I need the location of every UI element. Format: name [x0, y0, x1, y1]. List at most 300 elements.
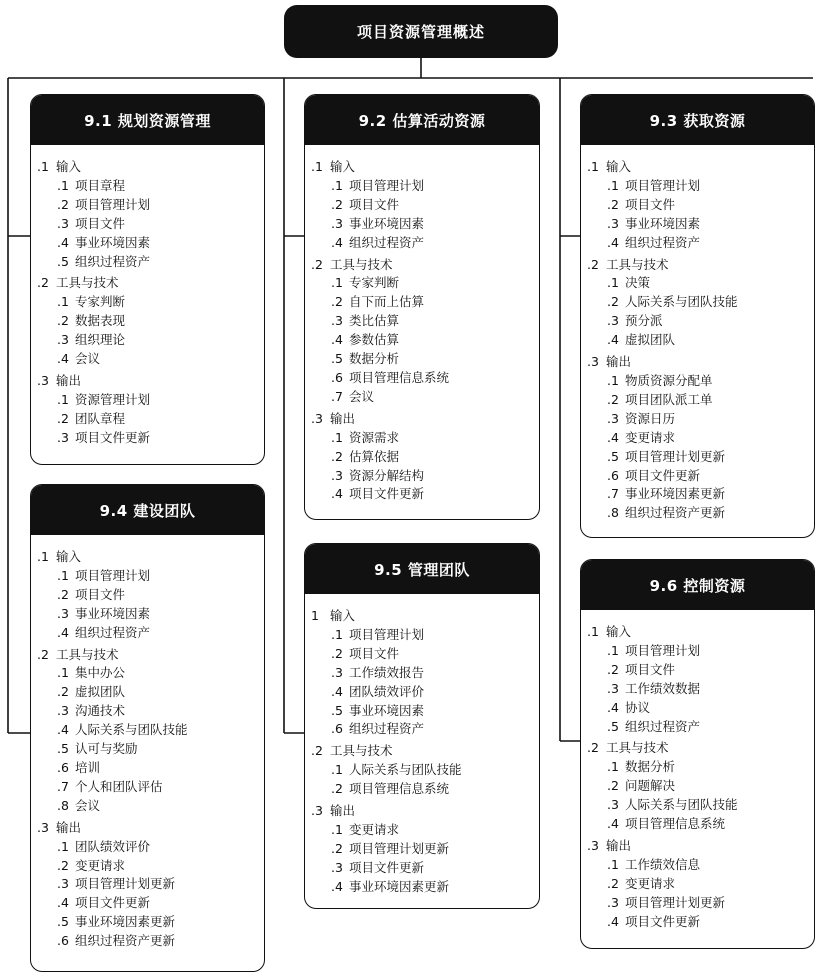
item-number: .3 [57, 215, 69, 231]
item-number: .4 [331, 683, 343, 699]
item-number: .6 [57, 933, 69, 949]
list-item [607, 894, 810, 913]
section-number: .1 [37, 159, 49, 174]
item-label: 认可与奖励 [74, 741, 138, 757]
section-item-list [331, 177, 535, 253]
item-number: .3 [331, 215, 343, 231]
section-item-list [57, 293, 260, 369]
section-number: .2 [587, 740, 599, 756]
item-label: 事业环境因素 [348, 702, 424, 718]
section-label: 输入 [56, 549, 82, 564]
item-label: 组织过程资产更新 [74, 933, 175, 949]
process-box-acquire-resources [580, 94, 815, 538]
item-number: .5 [607, 718, 619, 734]
list-item [607, 293, 810, 312]
section-label: 输入 [606, 624, 632, 639]
item-number: .2 [331, 448, 343, 464]
list-item [331, 485, 535, 504]
list-item [331, 761, 535, 780]
item-label: 团队绩效评价 [348, 683, 424, 699]
item-number: .7 [331, 388, 343, 404]
item-number: .6 [57, 759, 69, 775]
section-title [311, 410, 535, 429]
item-label: 人际关系与团队技能 [624, 797, 738, 813]
list-item [331, 645, 535, 664]
item-label: 虚拟团队 [624, 332, 675, 348]
list-item [57, 234, 260, 253]
item-label: 人际关系与团队技能 [624, 294, 738, 310]
list-item [607, 372, 810, 391]
item-label: 事业环境因素 [74, 234, 150, 250]
item-number: .2 [607, 875, 619, 891]
section-label: 输入 [606, 159, 632, 174]
item-label: 项目文件 [624, 661, 675, 677]
section-number: .1 [37, 549, 49, 564]
item-number: .4 [607, 913, 619, 929]
section-label: 输出 [330, 803, 356, 819]
list-item [57, 797, 260, 816]
item-number: .1 [57, 567, 69, 583]
section-number: .1 [587, 159, 599, 174]
item-label: 专家判断 [74, 294, 125, 310]
item-number: .2 [607, 661, 619, 677]
item-label: 资源日历 [624, 410, 675, 426]
item-number: .4 [57, 895, 69, 911]
root-title: 项目资源管理概述 [284, 5, 558, 58]
list-item [331, 859, 535, 878]
list-item [331, 350, 535, 369]
item-label: 专家判断 [348, 275, 399, 291]
item-label: 项目管理计划更新 [624, 448, 725, 464]
item-label: 参数估算 [348, 332, 399, 348]
process-body [31, 145, 264, 457]
item-number: .1 [331, 821, 343, 837]
item-label: 项目文件更新 [348, 486, 424, 502]
item-number: .4 [331, 878, 343, 894]
list-item [57, 429, 260, 448]
item-label: 资源分解结构 [348, 467, 424, 483]
section-label: 工具与技术 [330, 743, 393, 759]
item-number: .2 [331, 781, 343, 797]
list-item [57, 567, 260, 586]
item-label: 组织理论 [74, 332, 125, 348]
item-label: 工作绩效信息 [624, 856, 700, 872]
process-box-develop-team [30, 484, 265, 972]
item-number: .2 [331, 840, 343, 856]
list-item [331, 821, 535, 840]
list-item [331, 388, 535, 407]
item-label: 团队绩效评价 [74, 838, 150, 854]
item-number: .4 [607, 234, 619, 250]
item-number: .2 [57, 586, 69, 602]
list-item [331, 878, 535, 897]
item-number: .5 [331, 702, 343, 718]
item-number: .3 [57, 332, 69, 348]
item-number: .1 [331, 626, 343, 642]
item-label: 问题解决 [624, 778, 675, 794]
section-number: .3 [311, 803, 323, 819]
item-label: 预分派 [624, 313, 663, 329]
list-item [57, 683, 260, 702]
list-item [57, 664, 260, 683]
section-item-list [57, 838, 260, 951]
list-item [607, 312, 810, 331]
section-item-list [607, 642, 810, 737]
list-item [607, 467, 810, 486]
item-number: .5 [57, 914, 69, 930]
item-number: .1 [607, 275, 619, 291]
item-label: 项目文件更新 [624, 467, 700, 483]
item-label: 变更请求 [624, 429, 675, 445]
item-label: 项目管理信息系统 [348, 369, 449, 385]
process-title: 9.6 控制资源 [581, 560, 814, 610]
list-item [331, 664, 535, 683]
list-item [607, 642, 810, 661]
item-number: .1 [331, 275, 343, 291]
list-item [607, 429, 810, 448]
section-title [587, 158, 810, 177]
item-label: 组织过程资产 [74, 253, 150, 269]
section-label: 工具与技术 [56, 275, 119, 291]
section-label: 输出 [330, 410, 356, 426]
item-number: .6 [331, 721, 343, 737]
list-item [57, 410, 260, 429]
list-item [331, 840, 535, 859]
list-item [331, 626, 535, 645]
item-label: 人际关系与团队技能 [348, 762, 462, 778]
item-number: .3 [607, 215, 619, 231]
item-number: .4 [57, 624, 69, 640]
section-label: 输入 [56, 159, 82, 174]
list-item [57, 857, 260, 876]
list-item [57, 759, 260, 778]
section-number: .1 [311, 159, 323, 174]
section-title [37, 158, 260, 177]
list-item [331, 274, 535, 293]
section-label: 输出 [606, 354, 632, 370]
item-number: .1 [57, 177, 69, 193]
item-number: .1 [607, 177, 619, 193]
item-label: 自下而上估算 [348, 294, 424, 310]
section-item-list [331, 821, 535, 897]
item-label: 组织过程资产 [74, 624, 150, 640]
item-label: 集中办公 [74, 665, 125, 681]
list-item [607, 485, 810, 504]
list-item [607, 661, 810, 680]
section-number: .2 [37, 646, 49, 662]
item-label: 项目管理计划 [74, 567, 150, 583]
section-title [587, 739, 810, 758]
item-label: 项目管理计划更新 [74, 876, 175, 892]
item-label: 项目文件 [74, 586, 125, 602]
item-label: 项目文件更新 [74, 895, 150, 911]
list-item [331, 683, 535, 702]
item-number: .2 [57, 410, 69, 426]
list-item [331, 448, 535, 467]
item-label: 事业环境因素更新 [348, 878, 449, 894]
item-label: 会议 [348, 388, 374, 404]
section-item-list [331, 429, 535, 505]
item-number: .2 [331, 294, 343, 310]
section-item-list [607, 274, 810, 350]
list-item [607, 875, 810, 894]
process-title: 9.5 管理团队 [305, 544, 539, 594]
item-label: 组织过程资产 [624, 234, 700, 250]
item-number: .3 [331, 313, 343, 329]
section-title [37, 274, 260, 293]
list-item [607, 177, 810, 196]
section-item-list [57, 567, 260, 643]
item-number: .5 [607, 448, 619, 464]
section-item-list [607, 758, 810, 834]
section-item-list [57, 177, 260, 272]
item-number: .4 [607, 332, 619, 348]
item-label: 事业环境因素 [348, 215, 424, 231]
item-label: 项目管理计划 [74, 196, 150, 212]
item-number: .3 [57, 429, 69, 445]
item-number: .1 [607, 642, 619, 658]
section-title [587, 256, 810, 275]
item-number: .3 [57, 605, 69, 621]
section-label: 输入 [330, 608, 356, 623]
list-item [57, 721, 260, 740]
item-label: 变更请求 [624, 875, 675, 891]
item-number: .1 [57, 294, 69, 310]
section-title [311, 802, 535, 821]
item-number: .3 [607, 410, 619, 426]
list-item [57, 605, 260, 624]
item-number: .3 [607, 313, 619, 329]
process-body [581, 610, 814, 941]
item-number: .2 [607, 778, 619, 794]
section-title [587, 353, 810, 372]
section-number: 1 [311, 608, 319, 623]
item-number: .1 [331, 177, 343, 193]
section-label: 输出 [606, 837, 632, 853]
process-title: 9.4 建设团队 [31, 485, 264, 535]
list-item [331, 467, 535, 486]
item-number: .8 [57, 797, 69, 813]
item-label: 会议 [74, 797, 100, 813]
list-item [57, 702, 260, 721]
list-item [331, 234, 535, 253]
process-box-manage-team [304, 543, 540, 909]
process-box-estimate-activity-resources [304, 94, 540, 520]
process-body [305, 145, 539, 513]
list-item [57, 331, 260, 350]
item-label: 资源管理计划 [74, 391, 150, 407]
item-label: 协议 [624, 699, 650, 715]
item-number: .2 [607, 391, 619, 407]
list-item [331, 215, 535, 234]
item-label: 团队章程 [74, 410, 125, 426]
item-number: .2 [331, 196, 343, 212]
item-number: .2 [607, 294, 619, 310]
item-label: 项目文件 [74, 215, 125, 231]
section-title [37, 819, 260, 838]
item-number: .2 [57, 313, 69, 329]
item-label: 事业环境因素更新 [74, 914, 175, 930]
list-item [331, 429, 535, 448]
list-item [607, 215, 810, 234]
section-title [311, 742, 535, 761]
item-number: .5 [57, 253, 69, 269]
section-number: .3 [37, 372, 49, 388]
item-number: .8 [607, 505, 619, 521]
section-title [311, 256, 535, 275]
item-label: 项目章程 [74, 177, 125, 193]
list-item [607, 410, 810, 429]
item-number: .1 [607, 759, 619, 775]
item-label: 组织过程资产更新 [624, 505, 725, 521]
item-label: 估算依据 [348, 448, 399, 464]
list-item [607, 856, 810, 875]
section-title [587, 837, 810, 856]
item-label: 类比估算 [348, 313, 399, 329]
item-label: 项目文件更新 [348, 859, 424, 875]
list-item [607, 234, 810, 253]
list-item [57, 778, 260, 797]
list-item [607, 758, 810, 777]
item-number: .4 [331, 332, 343, 348]
item-number: .2 [57, 857, 69, 873]
item-label: 决策 [624, 275, 650, 291]
list-item [57, 196, 260, 215]
item-number: .5 [57, 741, 69, 757]
item-label: 资源需求 [348, 429, 399, 445]
section-item-list [331, 761, 535, 799]
section-label: 工具与技术 [606, 740, 669, 756]
list-item [331, 720, 535, 739]
item-number: .1 [331, 762, 343, 778]
list-item [607, 777, 810, 796]
list-item [607, 796, 810, 815]
item-number: .4 [57, 351, 69, 367]
list-item [57, 293, 260, 312]
list-item [57, 875, 260, 894]
item-number: .6 [607, 467, 619, 483]
list-item [331, 177, 535, 196]
item-label: 项目管理信息系统 [348, 781, 449, 797]
process-body [581, 145, 814, 532]
item-label: 数据分析 [624, 759, 675, 775]
item-label: 工作绩效数据 [624, 680, 700, 696]
list-item [57, 350, 260, 369]
item-label: 事业环境因素 [624, 215, 700, 231]
item-number: .3 [607, 680, 619, 696]
item-number: .3 [331, 467, 343, 483]
item-number: .7 [57, 778, 69, 794]
item-number: .4 [607, 429, 619, 445]
list-item [57, 838, 260, 857]
list-item [331, 331, 535, 350]
item-number: .6 [331, 369, 343, 385]
item-number: .1 [57, 665, 69, 681]
list-item [57, 391, 260, 410]
list-item [57, 253, 260, 272]
item-number: .1 [331, 429, 343, 445]
section-label: 工具与技术 [56, 646, 119, 662]
list-item [331, 780, 535, 799]
item-label: 会议 [74, 351, 100, 367]
item-label: 项目文件 [624, 196, 675, 212]
section-item-list [607, 856, 810, 932]
item-label: 物质资源分配单 [624, 372, 713, 388]
section-number: .2 [37, 275, 49, 291]
list-item [331, 196, 535, 215]
section-number: .2 [311, 743, 323, 759]
item-label: 项目文件更新 [74, 429, 150, 445]
section-label: 工具与技术 [606, 256, 669, 272]
item-number: .3 [57, 703, 69, 719]
item-label: 项目管理计划 [348, 177, 424, 193]
item-number: .3 [57, 876, 69, 892]
item-label: 人际关系与团队技能 [74, 722, 188, 738]
item-label: 项目管理计划更新 [624, 894, 725, 910]
section-number: .3 [311, 410, 323, 426]
section-title [311, 607, 535, 626]
section-item-list [607, 372, 810, 523]
process-box-control-resources [580, 559, 815, 949]
section-label: 工具与技术 [330, 256, 393, 272]
item-label: 虚拟团队 [74, 684, 125, 700]
item-label: 培训 [74, 759, 100, 775]
process-title: 9.1 规划资源管理 [31, 95, 264, 145]
item-label: 个人和团队评估 [74, 778, 163, 794]
item-label: 变更请求 [348, 821, 399, 837]
list-item [607, 699, 810, 718]
section-item-list [607, 177, 810, 253]
list-item [607, 718, 810, 737]
section-label: 输入 [330, 159, 356, 174]
list-item [607, 331, 810, 350]
item-number: .3 [607, 894, 619, 910]
item-label: 变更请求 [74, 857, 125, 873]
item-label: 项目管理计划 [624, 642, 700, 658]
item-number: .1 [57, 391, 69, 407]
item-number: .2 [57, 684, 69, 700]
list-item [57, 215, 260, 234]
item-label: 项目管理计划 [348, 626, 424, 642]
section-number: .2 [311, 256, 323, 272]
item-label: 项目文件 [348, 196, 399, 212]
section-title [311, 158, 535, 177]
list-item [607, 274, 810, 293]
item-number: .3 [331, 664, 343, 680]
item-label: 组织过程资产 [348, 721, 424, 737]
item-number: .4 [607, 816, 619, 832]
section-label: 输出 [56, 819, 82, 835]
item-number: .1 [57, 838, 69, 854]
section-title [37, 646, 260, 665]
item-label: 数据表现 [74, 313, 125, 329]
item-label: 数据分析 [348, 351, 399, 367]
section-title [37, 548, 260, 567]
list-item [607, 913, 810, 932]
item-number: .4 [331, 486, 343, 502]
list-item [57, 932, 260, 951]
item-number: .1 [607, 372, 619, 388]
item-label: 项目文件 [348, 645, 399, 661]
item-number: .2 [331, 645, 343, 661]
section-number: .1 [587, 624, 599, 639]
item-number: .2 [57, 196, 69, 212]
section-label: 输出 [56, 372, 82, 388]
section-number: .3 [37, 819, 49, 835]
section-item-list [57, 664, 260, 815]
item-label: 工作绩效报告 [348, 664, 424, 680]
item-number: .2 [607, 196, 619, 212]
